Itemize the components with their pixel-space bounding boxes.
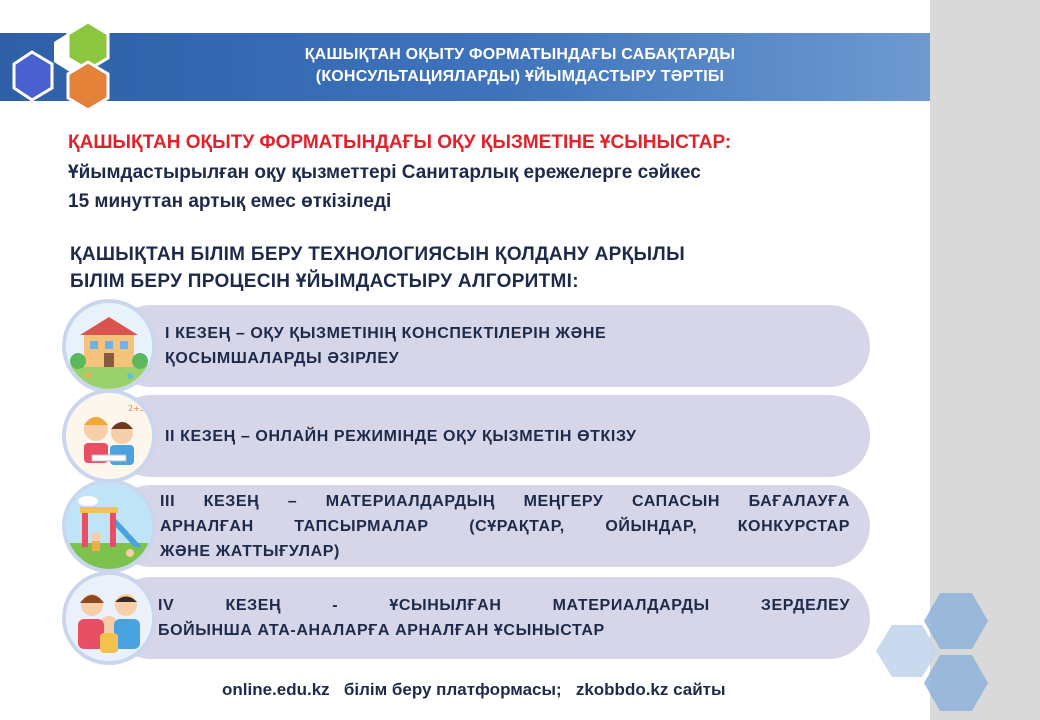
recommendations-text-line-2: 15 минуттан артық емес өткізіледі <box>68 191 392 212</box>
step-4-pill <box>110 577 870 659</box>
decorative-hexagons-icon <box>870 585 1040 720</box>
recommendations-text-line-1: Ұйымдастырылған оқу қызметтері Санитарлық ережелерге сәйкес <box>68 162 701 183</box>
footer-links: online.edu.kz білім беру платформасы; zkobbdo.kz сайты <box>222 680 726 699</box>
svg-text:2+3: 2+3 <box>128 404 145 413</box>
step-3-line-2: АРНАЛҒАН ТАПСЫРМАЛАР (СҰРАҚТАР, ОЙЫНДАР, КОНКУРСТАР <box>160 517 850 535</box>
page-title <box>210 44 830 88</box>
step-1-line-1: І КЕЗЕҢ – ОҚУ ҚЫЗМЕТІНІҢ КОНСПЕКТІЛЕРІН ЖӘНЕ <box>165 325 607 342</box>
step-4-text <box>158 577 850 659</box>
hexagon-logo-icon <box>10 12 140 122</box>
step-1-text <box>165 305 850 387</box>
recommendations-heading: ҚАШЫҚТАН ОҚЫТУ ФОРМАТЫНДАҒЫ ОҚУ ҚЫЗМЕТІНЕ ҰСЫНЫСТАР: <box>68 132 732 153</box>
step-3-text <box>160 485 850 567</box>
step-2-text <box>165 395 850 477</box>
children-studying-icon <box>66 393 152 479</box>
algorithm-heading-line-2: БІЛІМ БЕРУ ПРОЦЕСІН ҰЙЫМДАСТЫРУ АЛГОРИТМІ: <box>70 271 579 292</box>
step-4-line-2: БОЙЫНША АТА-АНАЛАРҒА АРНАЛҒАН ҰСЫНЫСТАР <box>158 622 605 639</box>
playground-icon <box>66 483 152 569</box>
algorithm-heading-line-1: ҚАШЫҚТАН БІЛІМ БЕРУ ТЕХНОЛОГИЯСЫН ҚОЛДАНУ АРҚЫЛЫ <box>70 244 685 265</box>
page-title-line-1: ҚАШЫҚТАН ОҚЫТУ ФОРМАТЫНДАҒЫ САБАҚТАРДЫ <box>304 46 736 63</box>
step-3-line-1: ІІІ КЕЗЕҢ – МАТЕРИАЛДАРДЫҢ МЕҢГЕРУ САПАСЫН БАҒАЛАУҒА <box>160 492 850 510</box>
step-1-pill <box>110 305 870 387</box>
school-building-icon <box>66 303 152 389</box>
step-1-line-2: ҚОСЫМШАЛАРДЫ ӘЗІРЛЕУ <box>165 350 400 367</box>
step-2-line-1: ІІ КЕЗЕҢ – ОНЛАЙН РЕЖИМІНДЕ ОҚУ ҚЫЗМЕТІН ӨТКІЗУ <box>165 427 637 445</box>
step-2-pill <box>110 395 870 477</box>
family-icon <box>66 575 152 661</box>
step-4-line-1: IV КЕЗЕҢ - ҰСЫНЫЛҒАН МАТЕРИАЛДАРДЫ ЗЕРДЕЛЕУ <box>158 597 850 614</box>
step-3-pill <box>110 485 870 567</box>
step-3-line-3: ЖӘНЕ ЖАТТЫҒУЛАР) <box>160 542 340 560</box>
page-title-line-2: (КОНСУЛЬТАЦИЯЛАРДЫ) ҰЙЫМДАСТЫРУ ТӘРТІБІ <box>315 68 725 85</box>
